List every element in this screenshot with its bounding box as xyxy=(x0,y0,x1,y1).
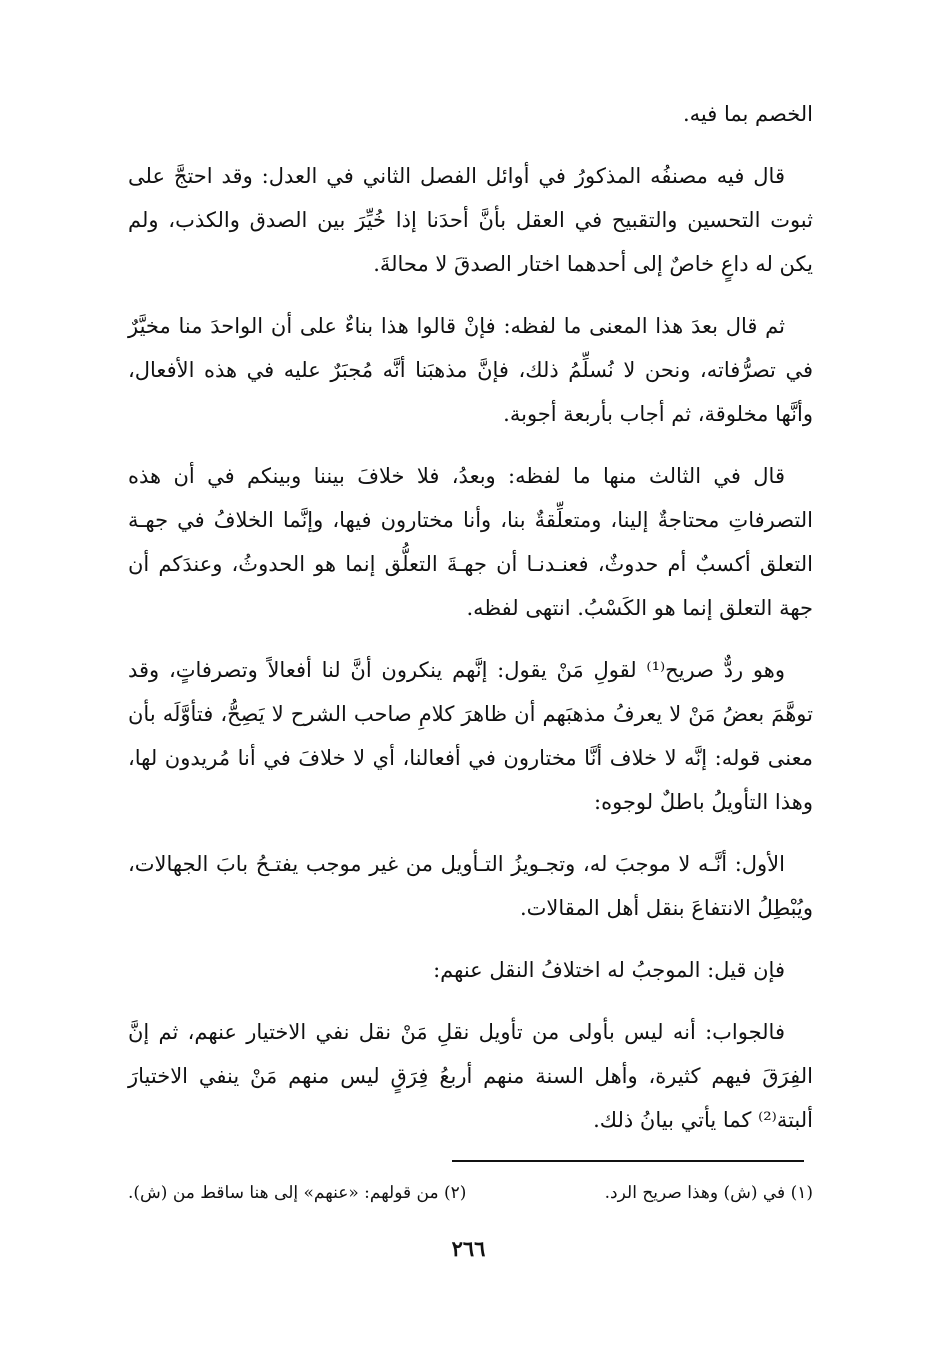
paragraph: فإن قيل: الموجبُ له اختلافُ النقل عنهم: xyxy=(433,958,785,982)
main-text xyxy=(128,92,813,1160)
paragraph-continuation: الخصم بما فيه. xyxy=(682,102,813,126)
footnotes xyxy=(128,1178,813,1208)
paragraph: قال فيه مصنفُه المذكورُ في أوائل الفصل الثاني في العدل: وقد احتجَّ على ثبوت التحسين والتقبيح في العقل بأنَّ أحدَنا إذا خُيِّرَ بين الصدق والكذب، ولم يكن له داعٍ خاصٌ إلى أحدهما اختار الصدقَ لا محالةَ. xyxy=(128,164,813,276)
paragraph: ثم قال بعدَ هذا المعنى ما لفظه: فإنْ قالوا هذا بناءٌ على أن الواحدَ منا مخيَّرٌ في تصرُّفاته، ونحن لا نُسلِّمُ ذلك، فإنَّ مذهبَنا أنَّه مُجبَرٌ عليه في هذه الأفعال، وأنَّها مخلوقة، ثم أجاب بأربعة أجوبة. xyxy=(128,314,813,426)
footnote-1: (١) في (ش) وهذا صريح الرد. xyxy=(604,1183,813,1203)
footnote-2: (٢) من قولهم: «عنهم» إلى هنا ساقط من (ش). xyxy=(128,1183,467,1203)
footnote-divider xyxy=(452,1160,804,1162)
page-number: ٢٦٦ xyxy=(451,1236,486,1261)
paragraph: الأول: أنَّـه لا موجبَ له، وتجـويزُ التـأويل من غير موجب يفتـحُ بابَ الجهالات، ويُبْطِلُ الانتفاعَ بنقل أهل المقالات. xyxy=(128,852,813,920)
paragraph: فالجواب: أنه ليس بأولى من تأويل نقلِ مَنْ نقل نفي الاختيار عنهم، ثم إنَّ الفِرَقَ فيهم كثيرة، وأهل السنة منهم أربعُ فِرَقٍ ليس منهم مَنْ ينفي الاختيارَ ألبتة⁽²⁾ كما يأتي بيانُ ذلك. xyxy=(128,1020,813,1132)
paragraph: قال في الثالث منها ما لفظه: وبعدُ، فلا خلافَ بيننا وبينكم في أن هذه التصرفاتِ محتاجةٌ إلينا، ومتعلِّقةٌ بنا، وأنا مختارون فيها، وإنَّما الخلافُ في جهـة التعلق أكسبٌ أم حدوثٌ، فعنـدنـا أن جهـةَ التعلُّق إنما هو الحدوثُ، وعندَكم أن جهة التعلق إنما هو الكَسْبُ. انتهى لفظه. xyxy=(128,464,813,620)
paragraph: وهو ردٌّ صريح⁽¹⁾ لقولِ مَنْ يقول: إنَّهم ينكرون أنَّ لنا أفعالاً وتصرفاتٍ، وقد توهَّمَ بعضُ مَنْ لا يعرفُ مذهبَهم أن ظاهرَ كلامِ صاحب الشرح لا يَصِحُّ، فتأوَّلَه بأن معنى قوله: إنَّه لا خلاف أنَّا مختارون في أفعالنا، أي لا خلافَ في أنا مُريدون لها، وهذا التأويلُ باطلٌ لوجوه: xyxy=(128,658,813,814)
